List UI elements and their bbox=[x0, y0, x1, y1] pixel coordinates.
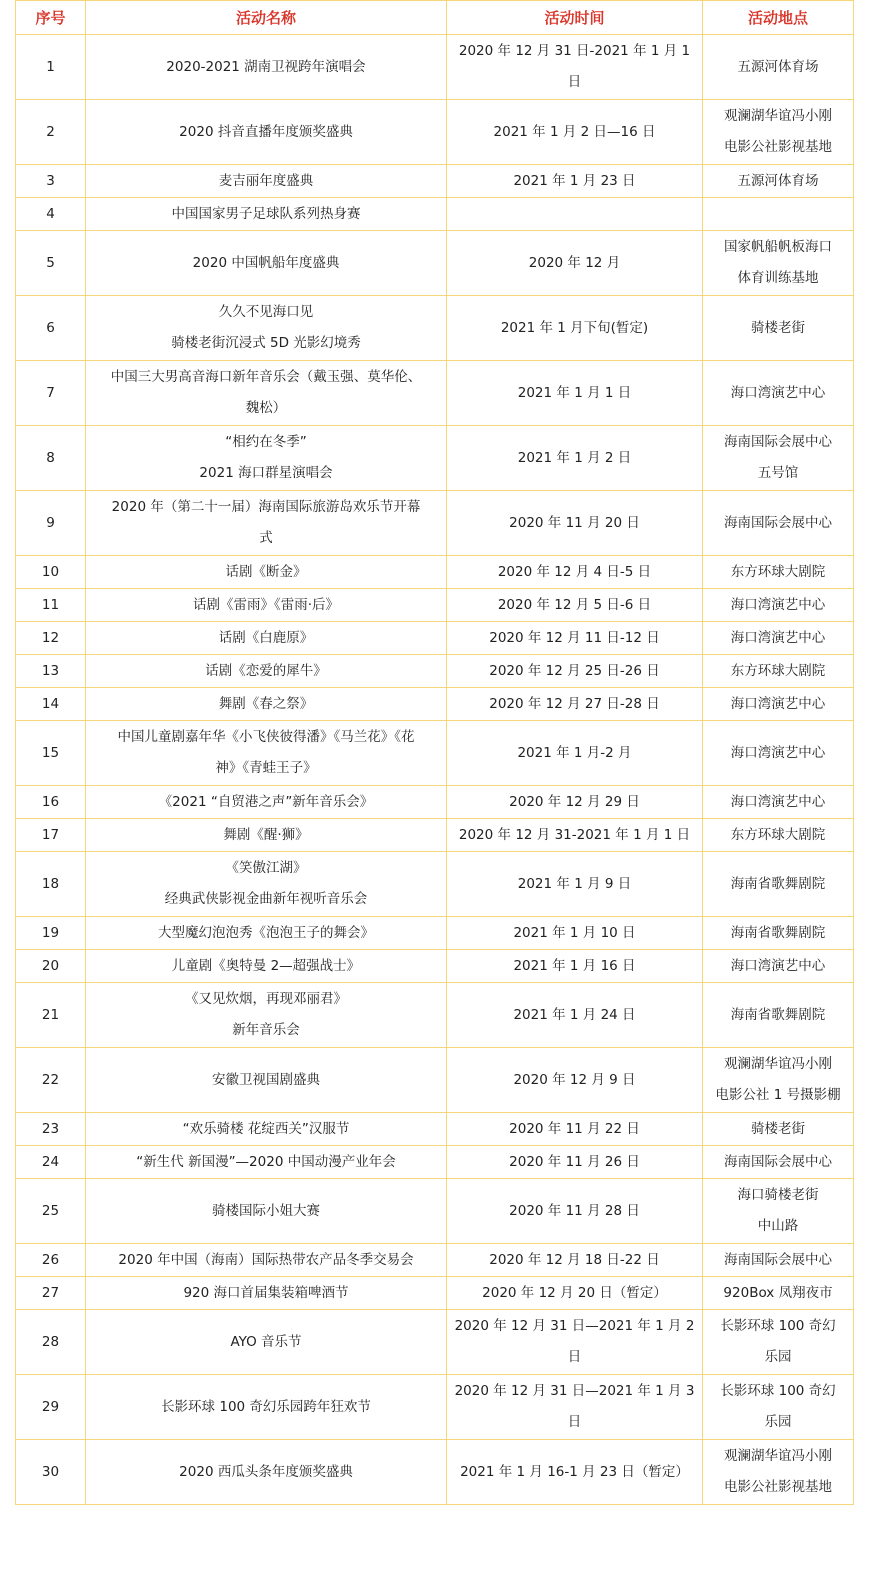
cell-time-line: 2020 年 12 月 5 日-6 日 bbox=[497, 596, 652, 613]
table-row bbox=[16, 296, 854, 361]
table-row bbox=[16, 35, 854, 100]
cell-no: 12 bbox=[16, 622, 86, 655]
cell-time bbox=[447, 1375, 703, 1440]
table-row bbox=[16, 556, 854, 589]
cell-place-line: 东方环球大剧院 bbox=[730, 563, 826, 580]
cell-no: 16 bbox=[16, 786, 86, 819]
table-row bbox=[16, 917, 854, 950]
cell-name-line: 长影环球 100 奇幻乐园跨年狂欢节 bbox=[161, 1398, 371, 1415]
cell-time-line: 日 bbox=[567, 1414, 582, 1430]
cell-name bbox=[86, 983, 447, 1048]
cell-time bbox=[447, 1048, 703, 1113]
cell-name bbox=[86, 361, 447, 426]
header-no: 序号 bbox=[16, 1, 86, 35]
cell-place bbox=[703, 361, 854, 426]
table-row bbox=[16, 1048, 854, 1113]
table-row bbox=[16, 786, 854, 819]
cell-no: 7 bbox=[16, 361, 86, 426]
cell-name bbox=[86, 622, 447, 655]
cell-name-line: 中国儿童剧嘉年华《小飞侠彼得潘》《马兰花》《花 bbox=[117, 729, 415, 745]
cell-no: 13 bbox=[16, 655, 86, 688]
cell-name bbox=[86, 165, 447, 198]
cell-name bbox=[86, 950, 447, 983]
cell-name bbox=[86, 721, 447, 786]
cell-place-line: 920Box 凤翔夜市 bbox=[723, 1284, 833, 1301]
cell-place bbox=[703, 983, 854, 1048]
table-row bbox=[16, 1113, 854, 1146]
cell-place-line: 海口湾演艺中心 bbox=[730, 793, 826, 810]
cell-name bbox=[86, 1146, 447, 1179]
cell-place bbox=[703, 1244, 854, 1277]
cell-place bbox=[703, 35, 854, 100]
cell-time-line: 2020 年 12 月 29 日 bbox=[509, 793, 640, 810]
cell-no: 10 bbox=[16, 556, 86, 589]
table-row bbox=[16, 231, 854, 296]
cell-name-line: 2020 年（第二十一届）海南国际旅游岛欢乐节开幕 bbox=[111, 499, 421, 515]
table-row bbox=[16, 1146, 854, 1179]
header-time: 活动时间 bbox=[447, 1, 703, 35]
cell-time-line: 2020 年 12 月 25 日-26 日 bbox=[489, 662, 660, 679]
cell-place-line: 东方环球大剧院 bbox=[730, 826, 826, 843]
cell-place-line: 海南国际会展中心 bbox=[724, 434, 832, 450]
table-row bbox=[16, 1310, 854, 1375]
cell-time-line: 2020 年 12 月 9 日 bbox=[513, 1071, 636, 1088]
cell-time-line: 2020 年 12 月 20 日（暂定） bbox=[482, 1284, 667, 1301]
cell-place bbox=[703, 426, 854, 491]
cell-no: 3 bbox=[16, 165, 86, 198]
cell-name bbox=[86, 819, 447, 852]
cell-time bbox=[447, 688, 703, 721]
cell-place-line: 海南省歌舞剧院 bbox=[730, 1006, 826, 1023]
cell-name-line: 式 bbox=[259, 530, 273, 546]
table-row bbox=[16, 983, 854, 1048]
cell-time-line: 2020 年 11 月 20 日 bbox=[509, 514, 640, 531]
cell-place-line: 海口湾演艺中心 bbox=[730, 384, 826, 401]
cell-place bbox=[703, 852, 854, 917]
cell-name-line: 中国国家男子足球队系列热身赛 bbox=[171, 205, 361, 222]
cell-time bbox=[447, 917, 703, 950]
cell-place bbox=[703, 1310, 854, 1375]
cell-time-line: 2020 年 12 月 bbox=[528, 254, 621, 271]
cell-name bbox=[86, 231, 447, 296]
cell-time-line: 2020 年 12 月 11 日-12 日 bbox=[489, 629, 660, 646]
cell-place bbox=[703, 100, 854, 165]
cell-place-line: 海口湾演艺中心 bbox=[730, 596, 826, 613]
table-row bbox=[16, 721, 854, 786]
cell-time bbox=[447, 655, 703, 688]
cell-place-line: 中山路 bbox=[757, 1218, 799, 1234]
cell-place bbox=[703, 556, 854, 589]
cell-place bbox=[703, 721, 854, 786]
cell-no: 4 bbox=[16, 198, 86, 231]
cell-no: 6 bbox=[16, 296, 86, 361]
cell-name bbox=[86, 1310, 447, 1375]
cell-no: 26 bbox=[16, 1244, 86, 1277]
table-row bbox=[16, 426, 854, 491]
cell-name-line: “新生代 新国漫”—2020 中国动漫产业年会 bbox=[136, 1153, 396, 1170]
cell-place bbox=[703, 1146, 854, 1179]
cell-place-line: 五源河体育场 bbox=[737, 58, 819, 75]
cell-name-line: 魏松） bbox=[245, 400, 287, 416]
cell-name-line: “相约在冬季” bbox=[225, 434, 307, 450]
cell-name bbox=[86, 556, 447, 589]
cell-place-line: 国家帆船帆板海口 bbox=[724, 239, 832, 255]
header-row bbox=[16, 1, 854, 35]
cell-name-line: 儿童剧《奥特曼 2—超强战士》 bbox=[171, 957, 361, 974]
cell-no: 8 bbox=[16, 426, 86, 491]
cell-place bbox=[703, 622, 854, 655]
cell-time-line: 2020 年 11 月 28 日 bbox=[509, 1202, 640, 1219]
cell-time bbox=[447, 100, 703, 165]
cell-name bbox=[86, 426, 447, 491]
cell-no: 29 bbox=[16, 1375, 86, 1440]
cell-name-line: 《笑傲江湖》 bbox=[225, 860, 307, 876]
cell-no: 30 bbox=[16, 1440, 86, 1505]
cell-time-line: 2020 年 12 月 31 日—2021 年 1 月 2 bbox=[454, 1318, 695, 1334]
table-row bbox=[16, 1244, 854, 1277]
table-row bbox=[16, 165, 854, 198]
cell-name bbox=[86, 1440, 447, 1505]
table-row bbox=[16, 1277, 854, 1310]
cell-place-line: 五号馆 bbox=[757, 465, 799, 481]
table-row bbox=[16, 1179, 854, 1244]
cell-time bbox=[447, 1179, 703, 1244]
cell-time bbox=[447, 819, 703, 852]
cell-place bbox=[703, 231, 854, 296]
cell-place-line: 观澜湖华谊冯小刚 bbox=[724, 1448, 832, 1464]
cell-place bbox=[703, 296, 854, 361]
table-row bbox=[16, 361, 854, 426]
cell-time bbox=[447, 165, 703, 198]
cell-name bbox=[86, 1179, 447, 1244]
cell-no: 14 bbox=[16, 688, 86, 721]
cell-time-line: 日 bbox=[567, 74, 582, 90]
cell-time bbox=[447, 198, 703, 231]
cell-name bbox=[86, 786, 447, 819]
cell-place-line: 海口湾演艺中心 bbox=[730, 744, 826, 761]
cell-no: 17 bbox=[16, 819, 86, 852]
cell-name-line: 2020 抖音直播年度颁奖盛典 bbox=[179, 123, 353, 140]
cell-name-line: 安徽卫视国剧盛典 bbox=[212, 1071, 320, 1088]
cell-no: 25 bbox=[16, 1179, 86, 1244]
cell-no: 15 bbox=[16, 721, 86, 786]
cell-time bbox=[447, 35, 703, 100]
cell-name bbox=[86, 1113, 447, 1146]
cell-time-line: 2020 年 12 月 31 日-2021 年 1 月 1 bbox=[458, 43, 691, 59]
cell-time bbox=[447, 786, 703, 819]
table-row bbox=[16, 589, 854, 622]
table-row bbox=[16, 950, 854, 983]
cell-name bbox=[86, 852, 447, 917]
cell-place-line: 乐园 bbox=[764, 1349, 792, 1365]
cell-name-line: 话剧《恋爱的犀牛》 bbox=[205, 662, 327, 679]
cell-place-line: 长影环球 100 奇幻 bbox=[720, 1318, 836, 1334]
cell-place-line: 海南国际会展中心 bbox=[724, 514, 832, 531]
cell-place-line: 骑楼老街 bbox=[751, 319, 805, 336]
cell-time bbox=[447, 1310, 703, 1375]
cell-time-line: 2021 年 1 月 16 日 bbox=[513, 957, 636, 974]
cell-place-line: 海南国际会展中心 bbox=[724, 1153, 832, 1170]
cell-place bbox=[703, 688, 854, 721]
cell-time-line: 2020 年 12 月 18 日-22 日 bbox=[489, 1251, 660, 1268]
cell-time-line: 2021 年 1 月 2 日—16 日 bbox=[493, 123, 656, 140]
table-body bbox=[16, 35, 854, 1505]
cell-place bbox=[703, 786, 854, 819]
cell-place bbox=[703, 950, 854, 983]
cell-time-line: 2020 年 12 月 4 日-5 日 bbox=[497, 563, 652, 580]
header-place: 活动地点 bbox=[703, 1, 854, 35]
cell-place-line: 海口湾演艺中心 bbox=[730, 957, 826, 974]
cell-name-line: AYO 音乐节 bbox=[230, 1333, 302, 1350]
table-row bbox=[16, 655, 854, 688]
cell-time bbox=[447, 296, 703, 361]
cell-time bbox=[447, 1146, 703, 1179]
cell-name-line: 2020 西瓜头条年度颁奖盛典 bbox=[179, 1463, 353, 1480]
cell-time bbox=[447, 622, 703, 655]
cell-name bbox=[86, 100, 447, 165]
cell-name-line: 骑楼老街沉浸式 5D 光影幻境秀 bbox=[171, 335, 361, 351]
table-row bbox=[16, 819, 854, 852]
cell-time-line: 2021 年 1 月下旬(暂定) bbox=[500, 319, 649, 336]
cell-name bbox=[86, 917, 447, 950]
cell-time-line: 2020 年 12 月 27 日-28 日 bbox=[489, 695, 660, 712]
cell-name-line: 《又见炊烟，再现邓丽君》 bbox=[185, 991, 347, 1007]
cell-time bbox=[447, 983, 703, 1048]
cell-time bbox=[447, 231, 703, 296]
cell-name-line: 神》《青蛙王子》 bbox=[215, 760, 317, 776]
cell-name-line: 舞剧《春之祭》 bbox=[218, 695, 314, 712]
cell-name bbox=[86, 491, 447, 556]
cell-no: 24 bbox=[16, 1146, 86, 1179]
cell-name-line: 2020-2021 湖南卫视跨年演唱会 bbox=[166, 58, 366, 75]
cell-place-line: 体育训练基地 bbox=[737, 270, 819, 286]
cell-time-line: 2020 年 12 月 31 日—2021 年 1 月 3 bbox=[454, 1383, 695, 1399]
cell-place bbox=[703, 491, 854, 556]
cell-time-line: 2021 年 1 月-2 月 bbox=[517, 744, 632, 761]
cell-name-line: 2020 中国帆船年度盛典 bbox=[192, 254, 340, 271]
cell-place bbox=[703, 917, 854, 950]
cell-time-line: 日 bbox=[567, 1349, 582, 1365]
cell-place bbox=[703, 1440, 854, 1505]
cell-time bbox=[447, 426, 703, 491]
table-row bbox=[16, 198, 854, 231]
cell-place-line: 乐园 bbox=[764, 1414, 792, 1430]
header-name: 活动名称 bbox=[86, 1, 447, 35]
cell-no: 9 bbox=[16, 491, 86, 556]
cell-no: 20 bbox=[16, 950, 86, 983]
cell-name-line: “欢乐骑楼 花绽西关”汉服节 bbox=[182, 1120, 350, 1137]
cell-no: 5 bbox=[16, 231, 86, 296]
cell-place-line: 长影环球 100 奇幻 bbox=[720, 1383, 836, 1399]
cell-name bbox=[86, 1277, 447, 1310]
table-row bbox=[16, 688, 854, 721]
cell-name-line: 麦吉丽年度盛典 bbox=[218, 172, 314, 189]
cell-place-line: 海口湾演艺中心 bbox=[730, 629, 826, 646]
cell-time bbox=[447, 491, 703, 556]
cell-place bbox=[703, 1375, 854, 1440]
cell-place-line: 海南省歌舞剧院 bbox=[730, 875, 826, 892]
cell-time-line: 2020 年 12 月 31-2021 年 1 月 1 日 bbox=[458, 826, 691, 843]
cell-name-line: 大型魔幻泡泡秀《泡泡王子的舞会》 bbox=[158, 924, 374, 941]
cell-no: 27 bbox=[16, 1277, 86, 1310]
cell-time-line: 2020 年 11 月 26 日 bbox=[509, 1153, 640, 1170]
cell-time bbox=[447, 1113, 703, 1146]
cell-place-line: 海口骑楼老街 bbox=[737, 1187, 819, 1203]
cell-place bbox=[703, 165, 854, 198]
cell-name bbox=[86, 1244, 447, 1277]
cell-name-line: 2021 海口群星演唱会 bbox=[199, 465, 333, 481]
cell-time-line: 2021 年 1 月 1 日 bbox=[517, 384, 632, 401]
cell-time-line: 2020 年 11 月 22 日 bbox=[509, 1120, 640, 1137]
cell-no: 18 bbox=[16, 852, 86, 917]
cell-time-line: 2021 年 1 月 9 日 bbox=[517, 875, 632, 892]
cell-place bbox=[703, 1277, 854, 1310]
cell-time bbox=[447, 1244, 703, 1277]
cell-no: 22 bbox=[16, 1048, 86, 1113]
cell-time bbox=[447, 1440, 703, 1505]
cell-name bbox=[86, 1375, 447, 1440]
cell-no: 11 bbox=[16, 589, 86, 622]
cell-time-line: 2021 年 1 月 16-1 月 23 日（暂定） bbox=[460, 1463, 689, 1480]
cell-place-line: 海南省歌舞剧院 bbox=[730, 924, 826, 941]
cell-place-line: 观澜湖华谊冯小刚 bbox=[724, 108, 832, 124]
cell-time bbox=[447, 950, 703, 983]
cell-name bbox=[86, 35, 447, 100]
cell-name bbox=[86, 688, 447, 721]
cell-place-line: 海南国际会展中心 bbox=[724, 1251, 832, 1268]
cell-name-line: 舞剧《醒·狮》 bbox=[223, 826, 309, 843]
cell-name bbox=[86, 589, 447, 622]
cell-time bbox=[447, 556, 703, 589]
cell-name-line: 2020 年中国（海南）国际热带农产品冬季交易会 bbox=[118, 1251, 414, 1268]
cell-no: 1 bbox=[16, 35, 86, 100]
cell-no: 21 bbox=[16, 983, 86, 1048]
cell-place bbox=[703, 655, 854, 688]
cell-place bbox=[703, 589, 854, 622]
cell-name-line: 骑楼国际小姐大赛 bbox=[212, 1202, 320, 1219]
table-row bbox=[16, 1440, 854, 1505]
cell-time bbox=[447, 852, 703, 917]
table-row bbox=[16, 491, 854, 556]
events-table bbox=[15, 0, 854, 1505]
events-table-container bbox=[15, 0, 853, 1505]
cell-name-line: 920 海口首届集装箱啤酒节 bbox=[183, 1284, 349, 1301]
cell-name bbox=[86, 296, 447, 361]
cell-name bbox=[86, 1048, 447, 1113]
cell-name-line: 话剧《雷雨》《雷雨·后》 bbox=[192, 596, 340, 613]
cell-place-line: 电影公社 1 号摄影棚 bbox=[715, 1087, 841, 1103]
cell-place-line: 海口湾演艺中心 bbox=[730, 695, 826, 712]
cell-place-line: 观澜湖华谊冯小刚 bbox=[724, 1056, 832, 1072]
cell-place bbox=[703, 1048, 854, 1113]
cell-name-line: 新年音乐会 bbox=[232, 1022, 300, 1038]
cell-name-line: 话剧《断金》 bbox=[225, 563, 307, 580]
cell-no: 23 bbox=[16, 1113, 86, 1146]
cell-no: 2 bbox=[16, 100, 86, 165]
cell-place-line: 电影公社影视基地 bbox=[724, 1479, 832, 1495]
cell-time-line: 2021 年 1 月 2 日 bbox=[517, 449, 632, 466]
cell-name-line: 经典武侠影视金曲新年视听音乐会 bbox=[164, 891, 368, 907]
cell-place bbox=[703, 819, 854, 852]
table-row bbox=[16, 622, 854, 655]
cell-name-line: 久久不见海口见 bbox=[218, 304, 314, 320]
cell-time bbox=[447, 721, 703, 786]
table-row bbox=[16, 852, 854, 917]
cell-place-line: 电影公社影视基地 bbox=[724, 139, 832, 155]
cell-name bbox=[86, 198, 447, 231]
cell-place bbox=[703, 1179, 854, 1244]
cell-name-line: 《2021 “自贸港之声”新年音乐会》 bbox=[158, 793, 374, 810]
cell-no: 19 bbox=[16, 917, 86, 950]
cell-no: 28 bbox=[16, 1310, 86, 1375]
cell-time bbox=[447, 361, 703, 426]
cell-name-line: 话剧《白鹿原》 bbox=[218, 629, 314, 646]
cell-place-line: 东方环球大剧院 bbox=[730, 662, 826, 679]
cell-time bbox=[447, 589, 703, 622]
table-row bbox=[16, 100, 854, 165]
cell-time-line: 2021 年 1 月 10 日 bbox=[513, 924, 636, 941]
cell-time-line: 2021 年 1 月 23 日 bbox=[513, 172, 636, 189]
cell-place-line: 五源河体育场 bbox=[737, 172, 819, 189]
cell-name bbox=[86, 655, 447, 688]
cell-place bbox=[703, 1113, 854, 1146]
table-row bbox=[16, 1375, 854, 1440]
cell-time-line: 2021 年 1 月 24 日 bbox=[513, 1006, 636, 1023]
cell-time bbox=[447, 1277, 703, 1310]
cell-name-line: 中国三大男高音海口新年音乐会（戴玉强、莫华伦、 bbox=[110, 369, 422, 385]
cell-place bbox=[703, 198, 854, 231]
cell-place-line: 骑楼老街 bbox=[751, 1120, 805, 1137]
